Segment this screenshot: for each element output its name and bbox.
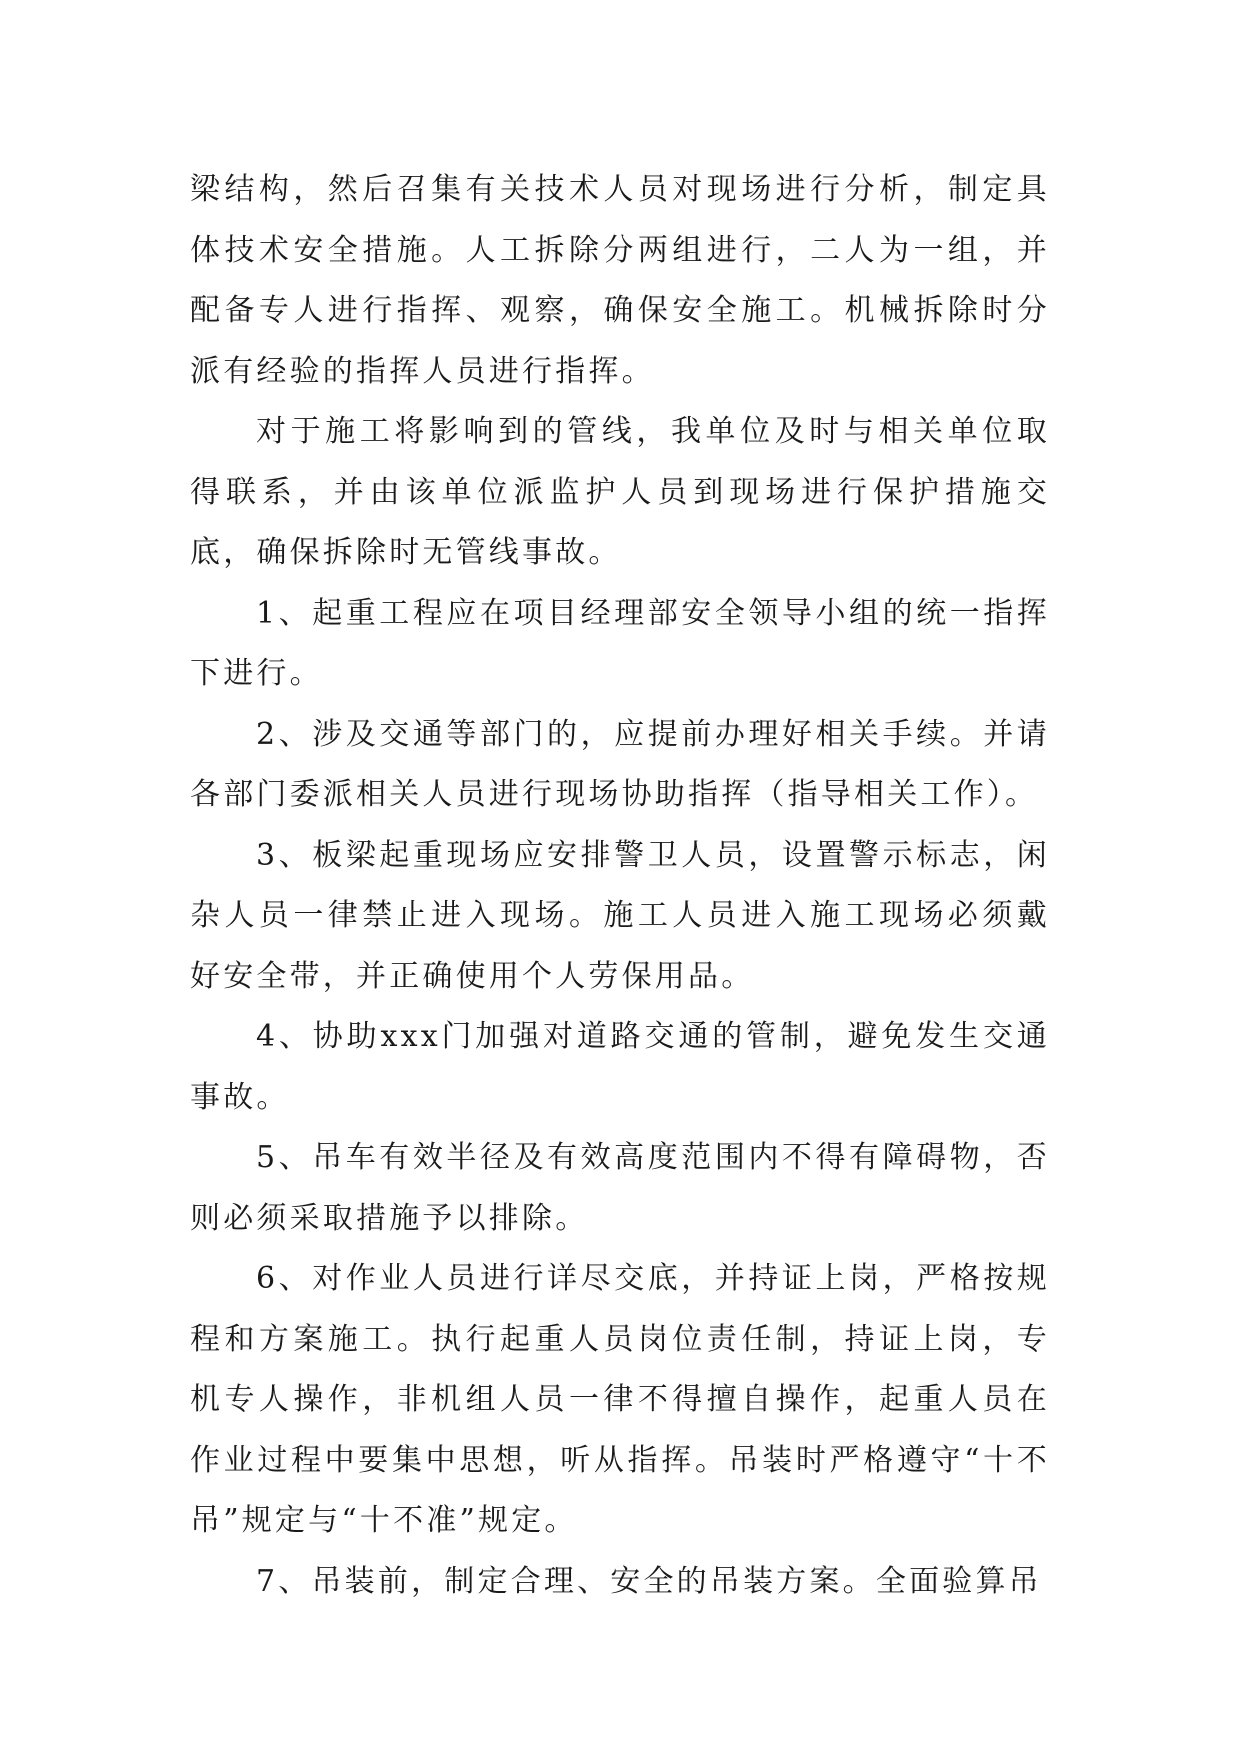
paragraph: 7、吊装前，制定合理、安全的吊装方案。全面验算吊 (256, 1563, 1042, 1599)
paragraph: 梁结构，然后召集有关技术人员对现场进行分析，制定具体技术安全措施。人工拆除分两组进行，二人为一组，并配备专人进行指挥、观察，确保安全施工。机械拆除时分派有经验的指挥人员进行指挥。 (190, 172, 1050, 389)
paragraph: 2、涉及交通等部门的，应提前办理好相关手续。并请各部门委派相关人员进行现场协助指挥（指导相关工作）。 (190, 716, 1050, 812)
paragraph: 5、吊车有效半径及有效高度范围内不得有障碍物，否则必须采取措施予以排除。 (190, 1140, 1050, 1236)
paragraph: 3、板梁起重现场应安排警卫人员，设置警示标志，闲杂人员一律禁止进入现场。施工人员进入施工现场必须戴好安全带，并正确使用个人劳保用品。 (190, 837, 1050, 994)
paragraph: 对于施工将影响到的管线，我单位及时与相关单位取得联系，并由该单位派监护人员到现场进行保护措施交底，确保拆除时无管线事故。 (190, 414, 1050, 570)
body-text (190, 160, 1050, 1612)
paragraph: 4、协助xxx门加强对道路交通的管制，避免发生交通事故。 (190, 1019, 1050, 1115)
paragraph: 1、起重工程应在项目经理部安全领导小组的统一指挥下进行。 (190, 595, 1050, 691)
paragraph: 6、对作业人员进行详尽交底，并持证上岗，严格按规程和方案施工。执行起重人员岗位责任制，持证上岗，专机专人操作，非机组人员一律不得擅自操作，起重人员在作业过程中要集中思想，听从指挥。吊装时严格遵守“十不吊”规定与“十不准”规定。 (190, 1261, 1050, 1538)
